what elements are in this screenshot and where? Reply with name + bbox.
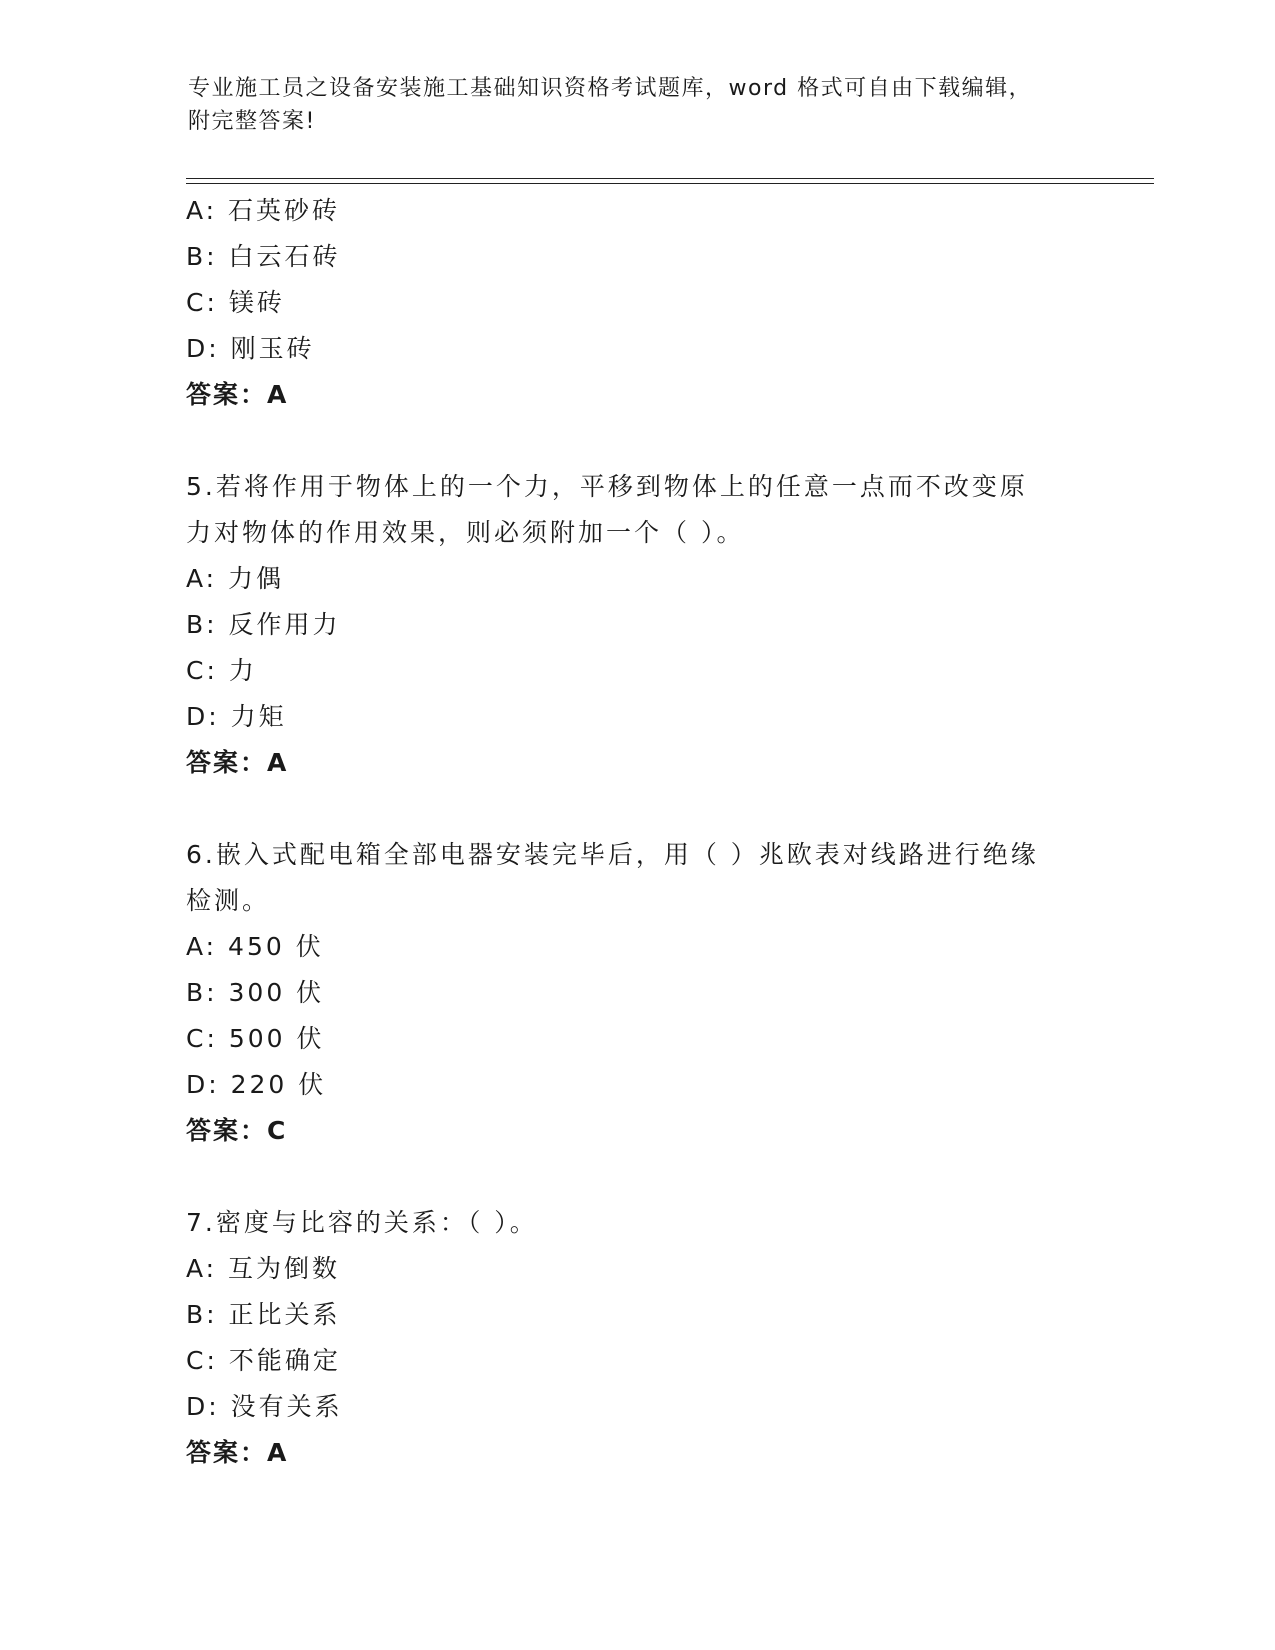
option-d: D: 力矩 [186, 702, 287, 731]
question-block-5 [186, 464, 1086, 786]
option-d: D: 220 伏 [186, 1070, 327, 1099]
header-line-2: 附完整答案! [188, 109, 316, 134]
option-a: A: 450 伏 [186, 932, 324, 961]
option-d: D: 没有关系 [186, 1392, 343, 1421]
question-text-line-2: 力对物体的作用效果，则必须附加一个（ ）。 [186, 518, 745, 547]
option-b: B: 正比关系 [186, 1300, 341, 1329]
question-text-line-2: 检测。 [186, 886, 271, 915]
header-line-1: 专业施工员之设备安装施工基础知识资格考试题库，word 格式可自由下载编辑， [188, 76, 1033, 101]
question-text [186, 464, 1086, 556]
option-c: C: 不能确定 [186, 1346, 341, 1375]
option-c: C: 镁砖 [186, 288, 285, 317]
option-b: B: 反作用力 [186, 610, 341, 639]
question-block-4-partial [186, 188, 1086, 418]
answer-label: 答案：A [186, 748, 289, 777]
option-a: A: 石英砂砖 [186, 196, 341, 225]
option-b: B: 白云石砖 [186, 242, 341, 271]
question-text [186, 832, 1086, 924]
question-block-6 [186, 832, 1086, 1154]
page-header [188, 72, 1088, 138]
question-text [186, 1200, 1086, 1246]
answer-label: 答案：C [186, 1116, 288, 1145]
option-c: C: 500 伏 [186, 1024, 325, 1053]
option-c: C: 力 [186, 656, 257, 685]
question-list [186, 188, 1086, 1476]
question-text-line-1: 6.嵌入式配电箱全部电器安装完毕后，用（ ）兆欧表对线路进行绝缘 [186, 840, 1039, 869]
header-divider-top [186, 178, 1154, 179]
option-a: A: 互为倒数 [186, 1254, 341, 1283]
header-divider-bottom [186, 183, 1154, 184]
answer-label: 答案：A [186, 380, 289, 409]
question-text-line-1: 5.若将作用于物体上的一个力，平移到物体上的任意一点而不改变原 [186, 472, 1028, 501]
option-a: A: 力偶 [186, 564, 285, 593]
question-block-7 [186, 1200, 1086, 1476]
option-d: D: 刚玉砖 [186, 334, 315, 363]
answer-label: 答案：A [186, 1438, 289, 1467]
question-text-line-1: 7.密度与比容的关系：（ ）。 [186, 1208, 538, 1237]
option-b: B: 300 伏 [186, 978, 325, 1007]
